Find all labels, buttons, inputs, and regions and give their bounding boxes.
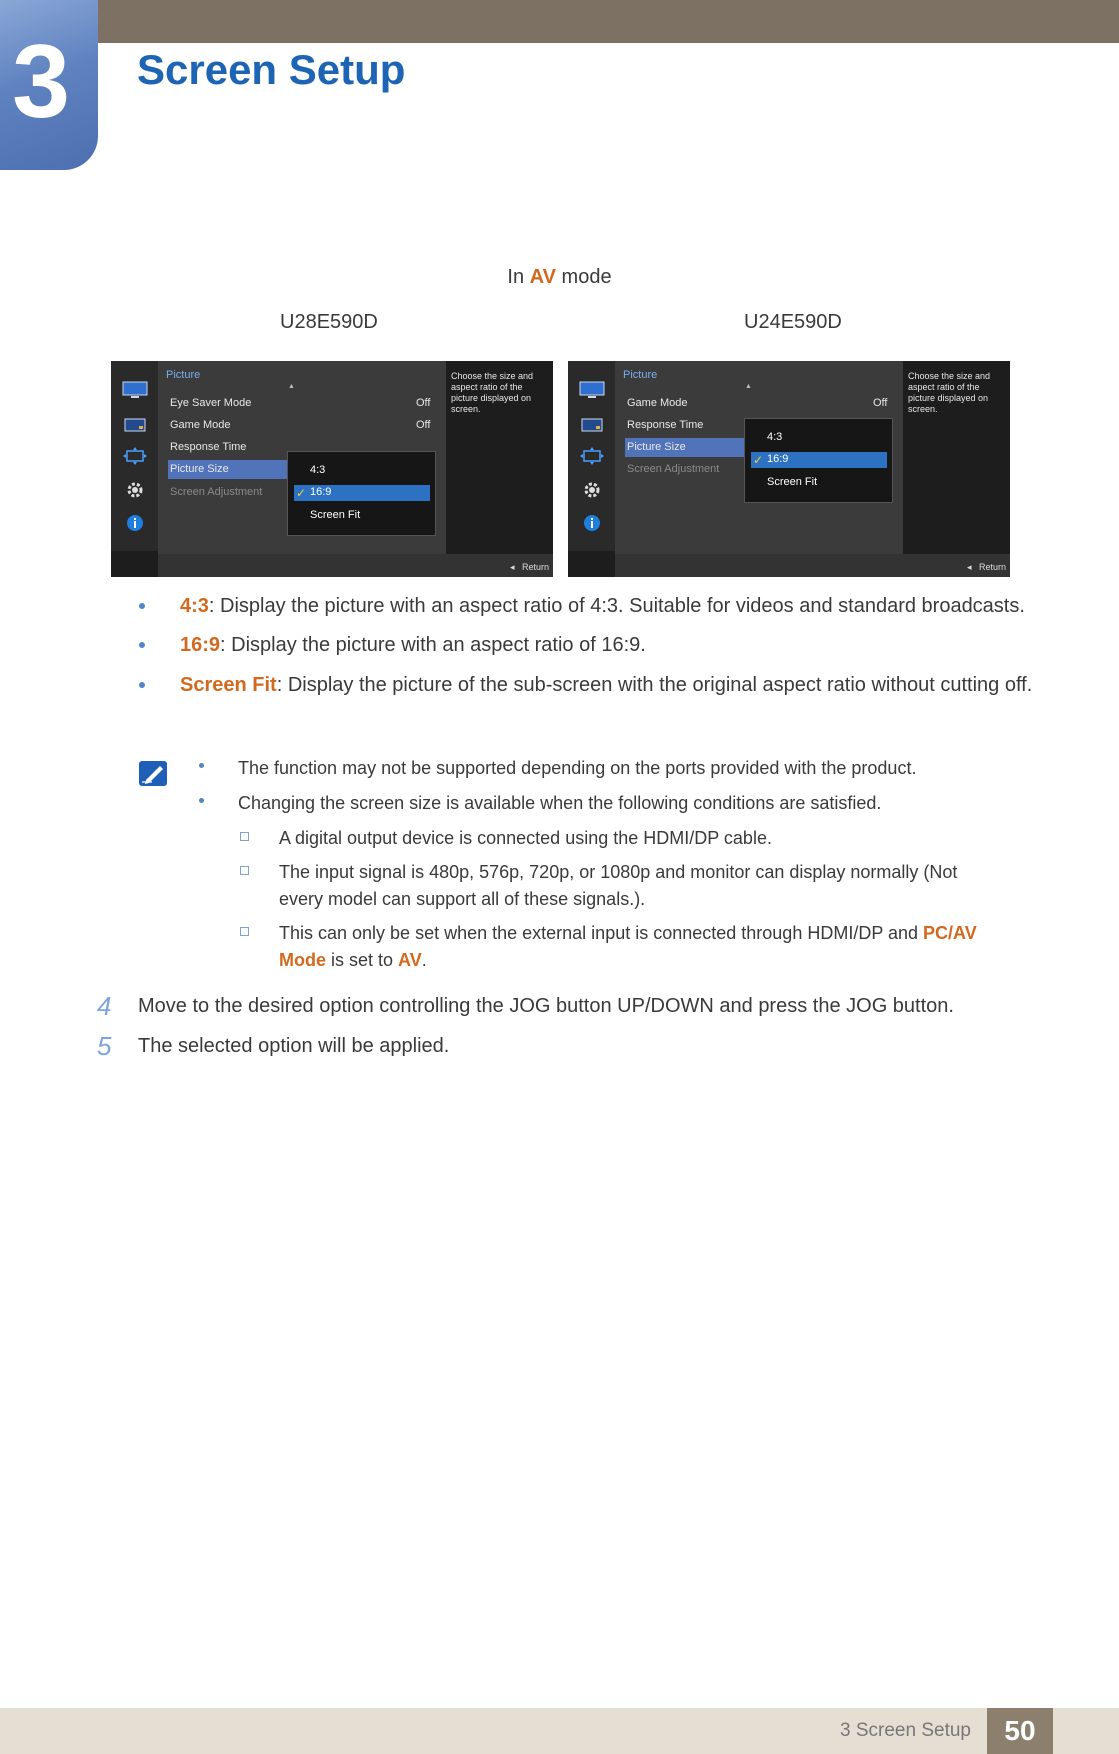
mode-caption bbox=[0, 266, 1119, 289]
step-text: The selected option will be applied. bbox=[138, 1035, 450, 1057]
note-text: The function may not be supported depending on the ports provided with the product. bbox=[238, 758, 917, 778]
return-label: Return bbox=[978, 562, 1006, 572]
osd-item-selected[interactable]: Picture Size bbox=[627, 441, 686, 453]
note-text: Changing the screen size is available when the following conditions are satisfied. bbox=[238, 793, 882, 813]
osd-item-value: Off bbox=[416, 419, 431, 431]
osd-option[interactable]: 4:3 bbox=[310, 464, 326, 476]
osd-screenshot-left bbox=[111, 361, 553, 577]
osd-option[interactable]: Screen Fit bbox=[310, 509, 361, 521]
info-icon bbox=[579, 514, 605, 532]
size-position-icon bbox=[579, 447, 605, 465]
scroll-up-icon: ▲ bbox=[288, 383, 295, 390]
condition-text: A digital output device is connected using the HDMI/DP cable. bbox=[279, 828, 772, 848]
chapter-tab bbox=[0, 0, 98, 170]
picture-icon bbox=[122, 416, 148, 434]
step-text: Move to the desired option controlling the JOG button UP/DOWN and press the JOG button. bbox=[138, 995, 954, 1017]
osd-help-text: Choose the size and aspect ratio of the picture displayed on screen. bbox=[451, 371, 534, 414]
bullet-dot bbox=[139, 603, 145, 609]
osd-item[interactable]: Game Mode bbox=[627, 397, 688, 409]
picture-icon bbox=[579, 416, 605, 434]
size-position-icon bbox=[122, 447, 148, 465]
top-bar bbox=[0, 0, 1119, 43]
bullet-dot bbox=[139, 682, 145, 688]
osd-item-selected[interactable]: Picture Size bbox=[170, 463, 229, 475]
osd-item-value: Off bbox=[873, 397, 888, 409]
osd-item-value: Off bbox=[416, 397, 431, 409]
square-bullet bbox=[240, 866, 249, 875]
bullet-term: 4:3 bbox=[180, 595, 209, 617]
condition-text bbox=[279, 920, 979, 974]
osd-item-disabled: Screen Adjustment bbox=[627, 463, 720, 475]
bullet-text bbox=[180, 669, 1060, 701]
checkmark-icon: ✓ bbox=[296, 486, 307, 500]
bullet-dot bbox=[199, 798, 204, 803]
condition-mid: is set to bbox=[326, 950, 399, 970]
osd-submenu bbox=[287, 451, 436, 536]
step-number: 4 bbox=[97, 991, 112, 1021]
info-icon bbox=[122, 514, 148, 532]
osd-item-disabled: Screen Adjustment bbox=[170, 486, 263, 498]
osd-menu-panel bbox=[158, 361, 446, 554]
osd-bottom-bar bbox=[615, 554, 1010, 577]
gear-icon bbox=[122, 481, 148, 499]
return-label: Return bbox=[521, 562, 549, 572]
monitor-icon bbox=[579, 381, 605, 399]
osd-option[interactable]: Screen Fit bbox=[767, 476, 818, 488]
bullet-text bbox=[180, 590, 1060, 622]
page-number: 50 bbox=[987, 1708, 1053, 1754]
osd-option[interactable]: 4:3 bbox=[767, 431, 783, 443]
osd-option-selected[interactable]: 16:9 bbox=[767, 453, 789, 465]
chapter-number: 3 bbox=[12, 24, 70, 140]
condition-suffix: . bbox=[421, 950, 427, 970]
checkmark-icon: ✓ bbox=[753, 453, 764, 467]
bullet-term: 16:9 bbox=[180, 634, 221, 656]
condition-prefix: This can only be set when the external input is connected through HDMI/DP and bbox=[279, 923, 924, 943]
osd-screenshot-right bbox=[568, 361, 1010, 577]
mode-suffix: mode bbox=[555, 266, 612, 288]
condition-text: The input signal is 480p, 576p, 720p, or 1080p and monitor can display normally (Not every model can support all of these signals.). bbox=[279, 862, 958, 909]
bullet-description: : Display the picture with an aspect ratio of 16:9. bbox=[220, 634, 646, 656]
return-button[interactable]: ◂ Return bbox=[966, 562, 1006, 572]
gear-icon bbox=[579, 481, 605, 499]
square-bullet bbox=[240, 832, 249, 841]
osd-menu-title: Picture bbox=[623, 369, 658, 381]
square-bullet bbox=[240, 927, 249, 936]
mode-prefix: In bbox=[507, 266, 530, 288]
mode-name: AV bbox=[529, 266, 556, 288]
bullet-term: Screen Fit bbox=[180, 674, 277, 696]
bullet-dot bbox=[199, 763, 204, 768]
osd-item[interactable]: Eye Saver Mode bbox=[170, 397, 252, 409]
model-label-left: U28E590D bbox=[280, 311, 378, 333]
osd-bottom-bar bbox=[158, 554, 553, 577]
condition-term: AV bbox=[398, 950, 422, 970]
osd-help-text: Choose the size and aspect ratio of the picture displayed on screen. bbox=[908, 371, 991, 414]
bullet-description: : Display the picture with an aspect ratio of 4:3. Suitable for videos and standard broadcasts. bbox=[208, 595, 1025, 617]
osd-menu-title: Picture bbox=[166, 369, 201, 381]
osd-submenu bbox=[744, 418, 893, 503]
note-icon bbox=[138, 758, 170, 788]
osd-item[interactable]: Game Mode bbox=[170, 419, 231, 431]
bullet-description: : Display the picture of the sub-screen with the original aspect ratio without cutting off. bbox=[276, 674, 1033, 696]
condition-term: PC/AV Mode bbox=[279, 923, 977, 970]
osd-icon-column bbox=[111, 361, 158, 551]
footer-section-label: 3 Screen Setup bbox=[840, 1720, 971, 1741]
bullet-dot bbox=[139, 642, 145, 648]
step-number: 5 bbox=[97, 1031, 112, 1061]
osd-item[interactable]: Response Time bbox=[627, 419, 704, 431]
scroll-up-icon: ▲ bbox=[745, 383, 752, 390]
page-footer bbox=[0, 1708, 1119, 1754]
osd-option-selected[interactable]: 16:9 bbox=[310, 486, 332, 498]
osd-menu-panel bbox=[615, 361, 903, 554]
osd-item[interactable]: Response Time bbox=[170, 441, 247, 453]
return-button[interactable]: ◂ Return bbox=[509, 562, 549, 572]
monitor-icon bbox=[122, 381, 148, 399]
chapter-title: Screen Setup bbox=[137, 46, 406, 93]
bullet-text bbox=[180, 629, 1060, 661]
model-label-right: U24E590D bbox=[744, 311, 842, 333]
osd-icon-column bbox=[568, 361, 615, 551]
